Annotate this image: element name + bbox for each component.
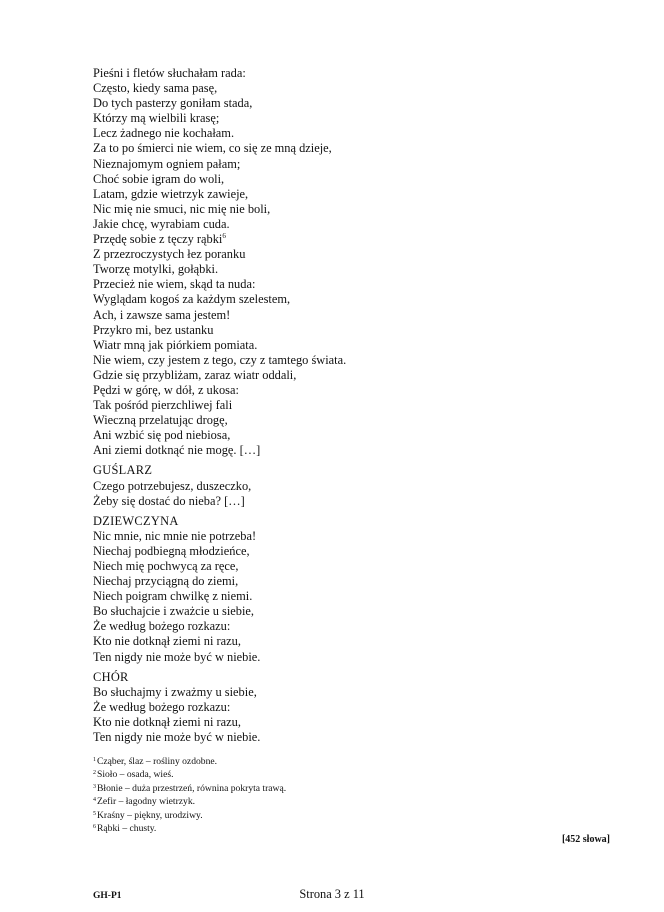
footnote (93, 782, 513, 795)
poem-line-text: Często, kiedy sama pasę, (93, 81, 218, 96)
poem-line (93, 308, 513, 323)
poem-line (93, 413, 513, 428)
poem-line: Kto nie dotknął ziemi ni razu, (93, 714, 241, 729)
poem-line-text: Gdzie się przybliżam, zaraz wiatr oddali, (93, 367, 297, 382)
poem-line-text: Nic mię nie smuci, nic mię nie boli, (93, 201, 271, 216)
footnote (93, 809, 513, 822)
poem-line-text: Tworzę motylki, gołąbki. (93, 262, 219, 277)
poem-line-text: Ani ziemi dotknąć nie mogę. […] (93, 443, 261, 458)
poem-line: Bo słuchajcie i zważcie u siebie, (93, 604, 255, 619)
footnote-text: Sioło – osada, wieś. (97, 769, 174, 781)
poem-line: Niechaj podbiegną młodzieńce, (93, 543, 250, 558)
speaker-name: DZIEWCZYNA (93, 513, 179, 528)
poem-line: Kto nie dotknął ziemi ni razu, (93, 634, 241, 649)
footnote (93, 795, 513, 808)
footnote-text: Kraśny – piękny, urodziwy. (97, 809, 203, 821)
poem-line-text: Lecz żadnego nie kochałam. (93, 126, 235, 141)
poem-line-text: Pędzi w górę, w dół, z ukosa: (93, 382, 239, 397)
poem (93, 66, 513, 750)
poem-line (93, 172, 513, 187)
poem-line (93, 111, 513, 126)
poem-line-text: Wyglądam kogoś za każdym szelestem, (93, 292, 291, 307)
poem-line (93, 368, 513, 383)
poem-line-text: Ach, i zawsze sama jestem! (93, 307, 231, 322)
poem-line-text: Przykro mi, bez ustanku (93, 322, 214, 337)
page-number: Strona 3 z 11 (299, 887, 365, 901)
poem-line (93, 398, 513, 413)
poem-line: Niech poigram chwilkę z niemi. (93, 589, 253, 604)
dziewczyna-section (93, 514, 513, 665)
poem-line-text: Choć sobie igram do woli, (93, 171, 225, 186)
poem-line-text: Pieśni i fletów słuchałam rada: (93, 66, 246, 80)
poem-line (93, 277, 513, 292)
footnote (93, 822, 513, 835)
poem-line (93, 338, 513, 353)
footnote (93, 768, 513, 781)
poem-line-text: Tak pośród pierzchliwej fali (93, 398, 233, 413)
chor-section (93, 670, 513, 745)
poem-line (93, 232, 513, 247)
poem-line-text: Za to po śmierci nie wiem, co się ze mną dzieje, (93, 141, 332, 156)
exam-code: GH-P1 (93, 891, 122, 901)
poem-line: Że według bożego rozkazu: (93, 699, 231, 714)
poem-line: Czego potrzebujesz, duszeczko, (93, 478, 252, 493)
poem-line (93, 428, 513, 443)
footnote-marker: 6 (222, 232, 226, 241)
poem-line-text: Do tych pasterzy goniłam stada, (93, 96, 253, 111)
poem-line-text: Nieznajomym ogniem pałam; (93, 156, 241, 171)
word-count: [452 słowa] (561, 834, 610, 845)
poem-stanza (93, 66, 513, 458)
guslarz-section (93, 463, 513, 508)
poem-line-text: Nie wiem, czy jestem z tego, czy z tamtego świata. (93, 352, 347, 367)
poem-line-text: Przecież nie wiem, skąd ta nuda: (93, 277, 256, 292)
poem-line: Ten nigdy nie może być w niebie. (93, 649, 261, 664)
footnote-text: Rąbki – chusty. (97, 823, 157, 835)
poem-line (93, 81, 513, 96)
poem-line (93, 202, 513, 217)
poem-line (93, 383, 513, 398)
poem-line (93, 247, 513, 262)
poem-line-text: Z przezroczystych łez poranku (93, 247, 246, 262)
footnote-text: Zefir – łagodny wietrzyk. (97, 796, 196, 808)
speaker-name: CHÓR (93, 669, 129, 684)
poem-line (93, 353, 513, 368)
poem-line (93, 96, 513, 111)
poem-line-text: Wiatr mną jak piórkiem pomiata. (93, 337, 258, 352)
poem-line (93, 262, 513, 277)
poem-line (93, 66, 513, 81)
poem-line (93, 126, 513, 141)
footnotes (93, 755, 513, 835)
poem-line (93, 187, 513, 202)
poem-line-text: Przędę sobie z tęczy rąbki (93, 232, 223, 247)
footnote-number: 5 (93, 810, 96, 817)
poem-line-text: Którzy mą wielbili krasę; (93, 111, 220, 126)
footnote (93, 755, 513, 768)
poem-line-text: Ani wzbić się pod niebiosa, (93, 428, 231, 443)
footnote-number: 1 (93, 757, 96, 763)
poem-line-text: Latam, gdzie wietrzyk zawieje, (93, 186, 249, 201)
poem-line (93, 443, 513, 458)
poem-line: Ten nigdy nie może być w niebie. (93, 730, 261, 745)
footnote-text: Błonie – duża przestrzeń, równina pokryta trawą. (97, 782, 287, 794)
poem-line (93, 217, 513, 232)
poem-line-text: Wieczną przelatując drogę, (93, 413, 228, 428)
poem-line (93, 141, 513, 156)
footnote-text: Cząber, ślaz – rośliny ozdobne. (97, 756, 218, 767)
speaker-name: GUŚLARZ (93, 463, 153, 478)
footnote-number: 2 (93, 770, 96, 777)
poem-line: Że według bożego rozkazu: (93, 619, 231, 634)
poem-line: Niech mię pochwycą za ręce, (93, 559, 239, 573)
poem-line (93, 157, 513, 172)
poem-line: Żeby się dostać do nieba? […] (93, 493, 245, 508)
poem-line: Nic mnie, nic mnie nie potrzeba! (93, 528, 257, 543)
footnote-number: 6 (93, 824, 96, 831)
footnote-number: 3 (93, 783, 96, 790)
footnote-number: 4 (93, 797, 96, 804)
poem-line: Niechaj przyciągną do ziemi, (93, 574, 239, 589)
poem-line (93, 292, 513, 307)
poem-line-text: Jakie chcę, wyrabiam cuda. (93, 216, 230, 231)
poem-line: Bo słuchajmy i zważmy u siebie, (93, 684, 257, 699)
poem-line (93, 323, 513, 338)
